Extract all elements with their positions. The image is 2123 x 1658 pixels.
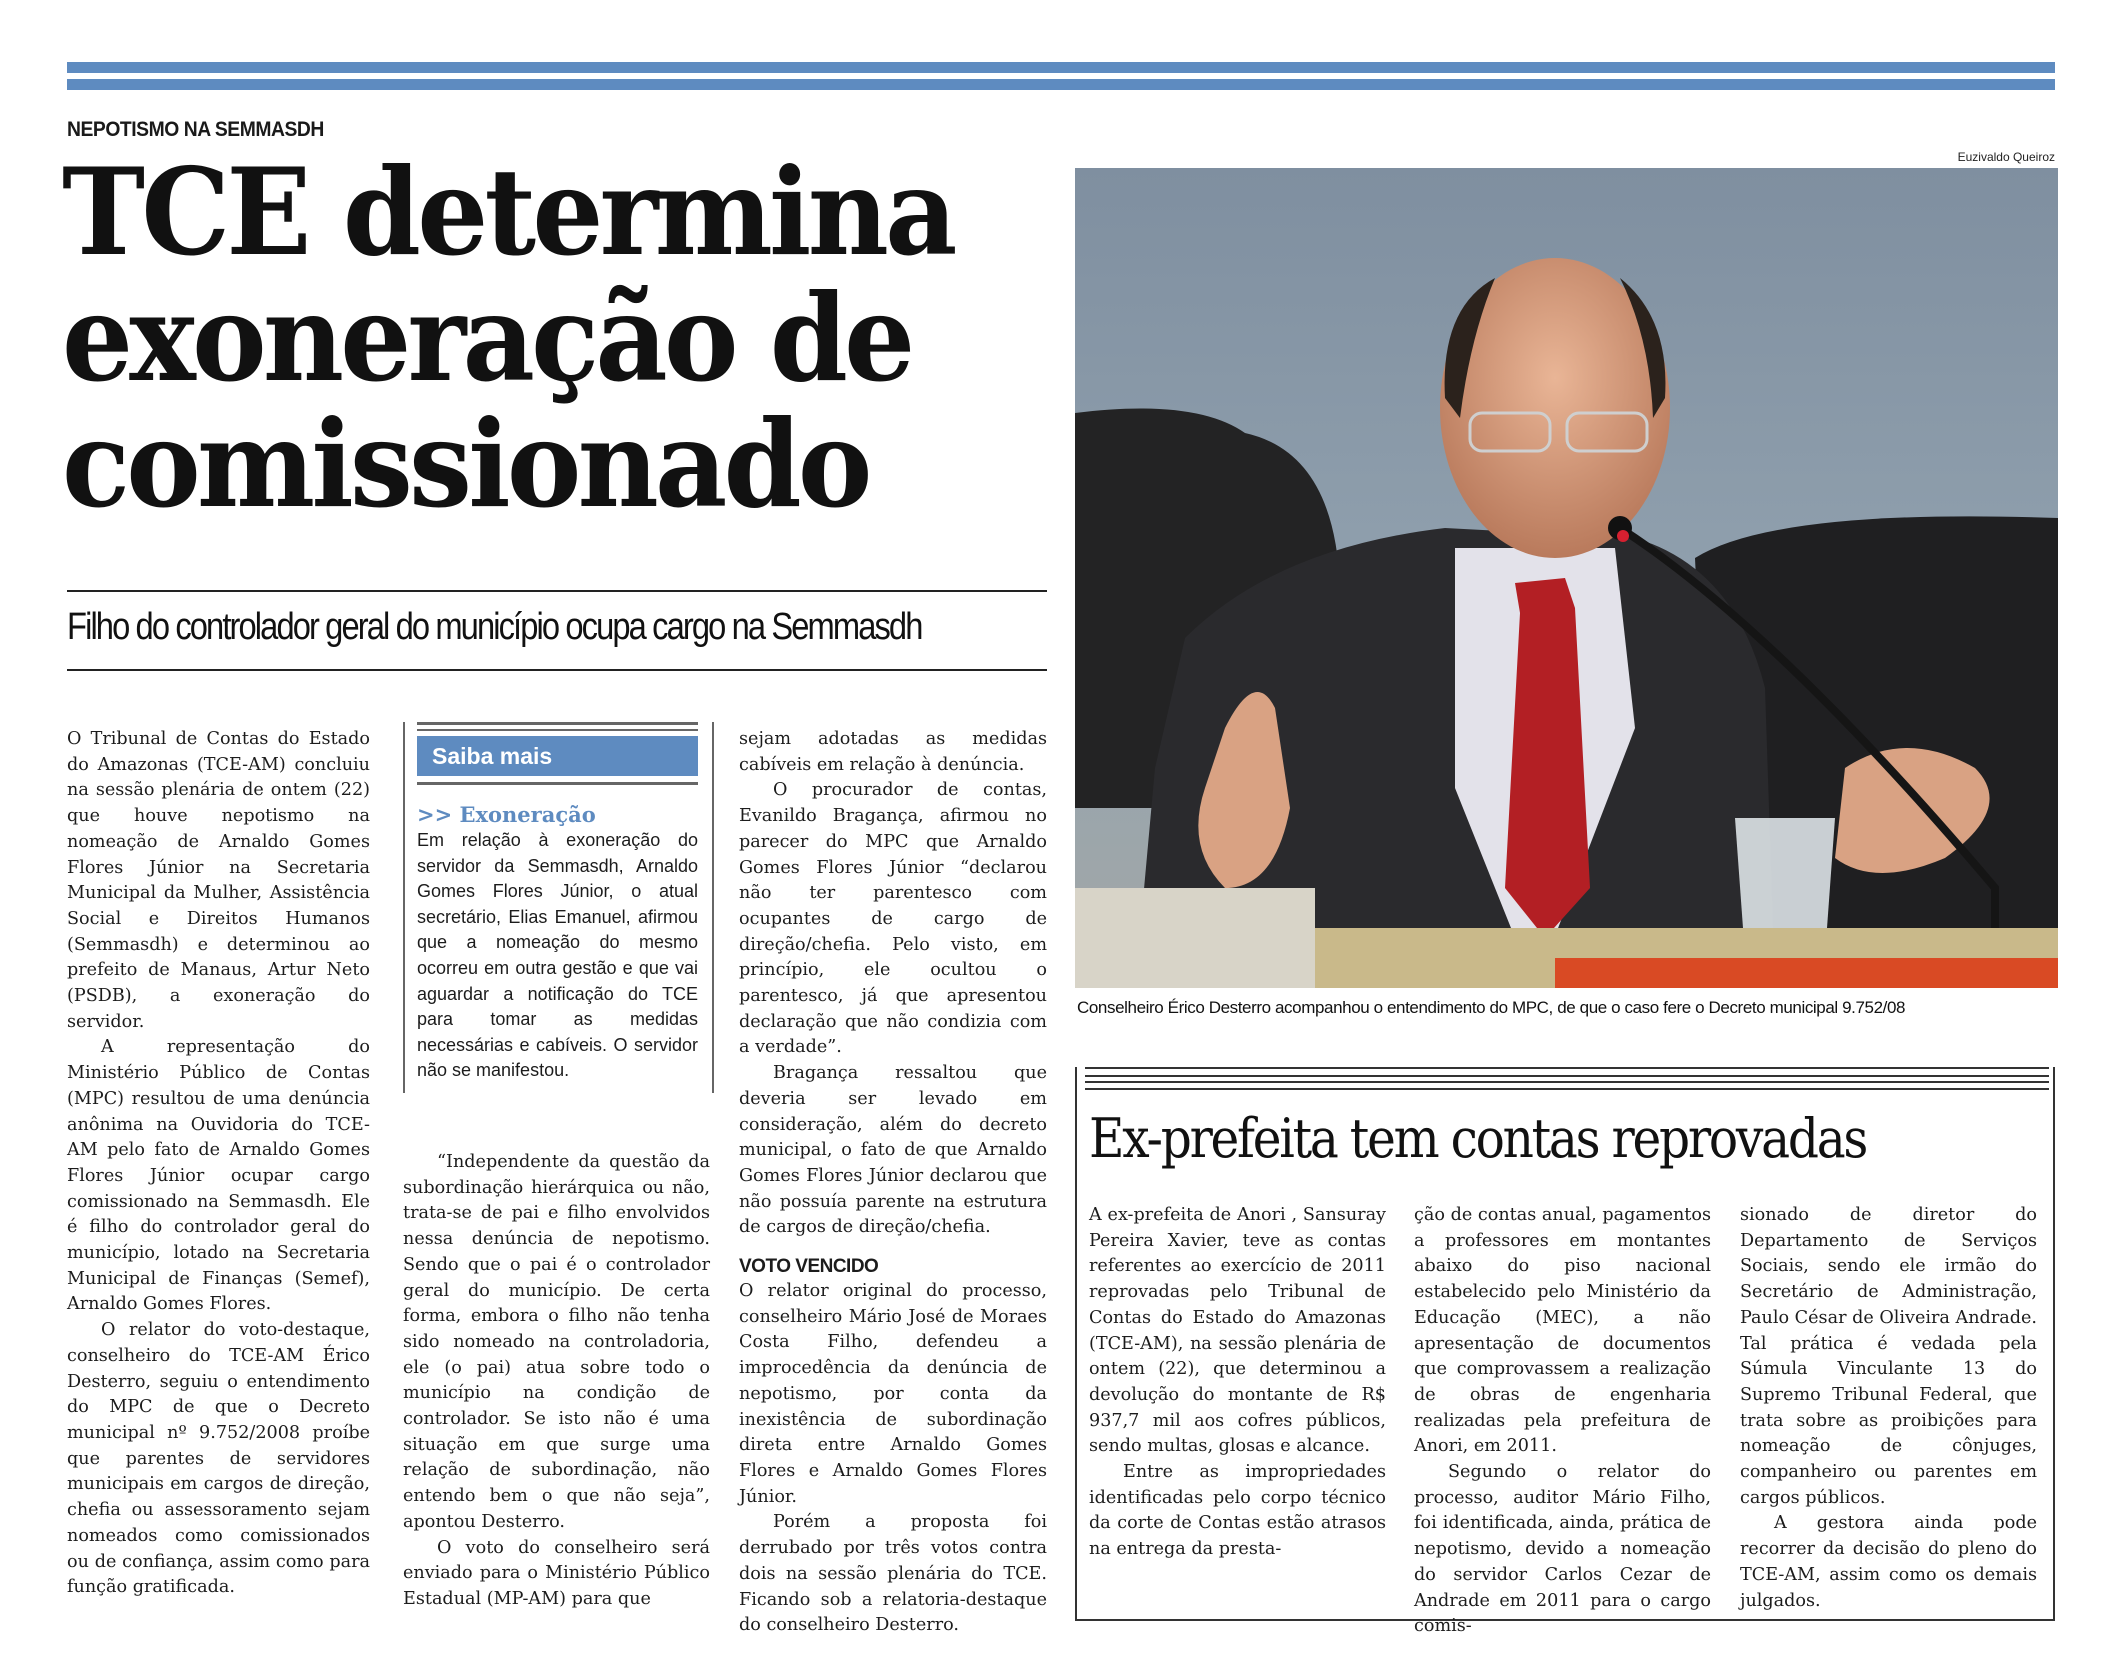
box-rule: [417, 729, 698, 731]
paragraph: ção de contas anual, pagamentos a professores em montantes abaixo do piso nacional estabelecido pelo Ministério da Educação (MEC), a não apresentação de documentos que comprovassem a realização de obras de engenharia realizadas pela prefeitura de Anori, em 2011.: [1414, 1205, 1711, 1457]
top-stripe: [67, 62, 2055, 73]
headline-line: comissionado: [62, 394, 869, 535]
photo-credit: Euzivaldo Queiroz: [1957, 150, 2055, 164]
article-column-1: [67, 727, 370, 1601]
sidebar-text: Em relação à exoneração do servidor da Semmasdh, Arnaldo Gomes Flores Júnior, o atual secretário, Elias Emanuel, afirmou que a nomeação do mesmo ocorreu em outra gestão e que vai aguardar a notificação do TCE para tomar as medidas necessárias e cabíveis. O servidor não se manifestou.: [417, 830, 698, 1081]
water-glass: [1735, 818, 1835, 938]
paragraph: A ex-prefeita de Anori , Sansuray Pereira Xavier, teve as contas referentes ao exercício de 2011 reprovadas pelo Tribunal de Contas do Estado do Amazonas (TCE-AM), na sessão plenária de ontem (22), que determinou a devolução do montante de R$ 937,7 mil aos cofres públicos, sendo multas, glosas e alcance.: [1089, 1205, 1386, 1457]
box-rule: [1085, 1067, 2049, 1069]
paragraph: O Tribunal de Contas do Estado do Amazonas (TCE-AM) concluiu na sessão plenária de ontem (22) que houve nepotismo na nomeação de Arnaldo Gomes Flores Júnior na Secretaria Municipal da Mulher, Assistência Social e Direitos Humanos (Semmasdh) e determinou ao prefeito de Manaus, Artur Neto (PSDB), a exoneração do servidor.: [67, 729, 370, 1032]
box-rule: [1085, 1075, 2049, 1077]
headline-line: exoneração de: [62, 268, 912, 409]
sidebar-subtitle: >> Exoneração: [417, 802, 596, 827]
top-stripe: [67, 79, 2055, 90]
second-article-headline: Ex-prefeita tem contas reprovadas: [1089, 1107, 1867, 1170]
paragraph: sejam adotadas as medidas cabíveis em relação à denúncia.: [739, 729, 1047, 775]
saiba-mais-box: [403, 722, 714, 1093]
article-column-2: [403, 1150, 710, 1613]
section-kicker: NEPOTISMO NA SEMMASDH: [67, 118, 324, 141]
paragraph: A gestora ainda pode recorrer da decisão do pleno do TCE-AM, assim como os demais julgados.: [1740, 1513, 2037, 1611]
headline: [62, 142, 1001, 535]
paragraph: Entre as impropriedades identificadas pelo corpo técnico da corte de Contas estão atrasos na entrega da presta-: [1089, 1462, 1386, 1560]
saiba-mais-title: Saiba mais: [417, 736, 698, 776]
box-rule: [1085, 1088, 2049, 1090]
second-article-column-1: [1089, 1203, 1386, 1563]
box-rule: [417, 722, 698, 725]
paragraph: O voto do conselheiro será enviado para o Ministério Público Estadual (MP-AM) para que: [403, 1537, 710, 1609]
second-article-column-2: [1414, 1203, 1711, 1640]
paragraph: Bragança ressaltou que deveria ser levado em consideração, além do decreto municipal, o fato de que Arnaldo Gomes Flores Júnior declarou que não possuía parente na estrutura de cargos de direção/chefia.: [739, 1063, 1047, 1238]
photo-caption: Conselheiro Érico Desterro acompanhou o entendimento do MPC, de que o caso fere o Decreto municipal 9.752/08: [1077, 998, 1906, 1017]
article-column-3: [739, 727, 1047, 1639]
paragraph: O relator do voto-destaque, conselheiro do TCE-AM Érico Desterro, seguiu o entendimento do MPC de que o Decreto municipal nº 9.752/2008 proíbe que parentes de servidores municipais em cargos de direção, chefia ou assessoramento sejam nomeados como comissionados ou de confiança, assim como para função gratificada.: [67, 1320, 370, 1598]
second-article-box: [1075, 1067, 2055, 1637]
paragraph: sionado de diretor do Departamento de Serviços Sociais, sendo ele irmão do Secretário de Administração, Paulo César de Oliveira Andrade. Tal prática é vedada pela Súmula Vinculante 13 do Supremo Tribunal Federal, que trata sobre as proibições para nomeação de cônjuges, companheiro ou parentes em cargos públicos.: [1740, 1205, 2037, 1508]
subhead-rule-top: [67, 590, 1047, 592]
box-rule: [1085, 1081, 2049, 1083]
paragraph: A representação do Ministério Público de Contas (MPC) resultou de uma denúncia anônima na Ouvidoria do TCE-AM pelo fato de Arnaldo Gomes Flores Júnior ocupar cargo comissionado na Semmasdh. Ele é filho do controlador geral do município, lotado na Secretaria Municipal de Finanças (Semef), Arnaldo Gomes Flores.: [67, 1037, 370, 1315]
paragraph: O relator original do processo, conselheiro Mário José de Moraes Costa Filho, defendeu a improcedência da denúncia de nepotismo, por conta da inexistência de subordinação direta entre Arnaldo Gomes Flores e Arnaldo Gomes Flores Júnior.: [739, 1281, 1047, 1507]
box-rule: [417, 782, 698, 785]
section-heading-voto-vencido: VOTO VENCIDO: [739, 1256, 879, 1278]
paragraph: O procurador de contas, Evanildo Bragança, afirmou no parecer do MPC que Arnaldo Gomes Flores Júnior “declarou não ter parentesco com ocupantes de cargo de direção/chefia. Pelo visto, em princípio, ele ocultou o parentesco, já que apresentou declaração que não condizia com a verdade”.: [739, 780, 1047, 1058]
paragraph: “Independente da questão da subordinação hierárquica ou não, trata-se de pai e filho envolvidos nessa denúncia de nepotismo. Sendo que o pai é o controlador geral do município. De certa forma, embora o filho não tenha sido nomeado na controladoria, ele (o pai) atua sobre todo o município na condição de controlador. Se isto não é uma situação em que surge uma relação de subordinação, não entendo bem o que não seja”, apontou Desterro.: [403, 1152, 710, 1532]
headline-line: TCE determina: [62, 142, 954, 283]
photo-illustration: [1075, 168, 2058, 988]
news-photo: [1075, 168, 2058, 988]
paragraph: Segundo o relator do processo, auditor Mário Filho, foi identificada, ainda, prática de nepotismo, devido a nomeação do servidor Carlos Cezar de Andrade em 2011 para o cargo comis-: [1414, 1462, 1711, 1637]
subhead-rule-bottom: [67, 669, 1047, 671]
subheadline: Filho do controlador geral do município ocupa cargo na Semmasdh: [67, 606, 922, 648]
paragraph: Porém a proposta foi derrubado por três votos contra dois na sessão plenária do TCE. Ficando sob a relatoria-destaque do conselheiro Desterro.: [739, 1512, 1047, 1636]
second-article-column-3: [1740, 1203, 2037, 1614]
